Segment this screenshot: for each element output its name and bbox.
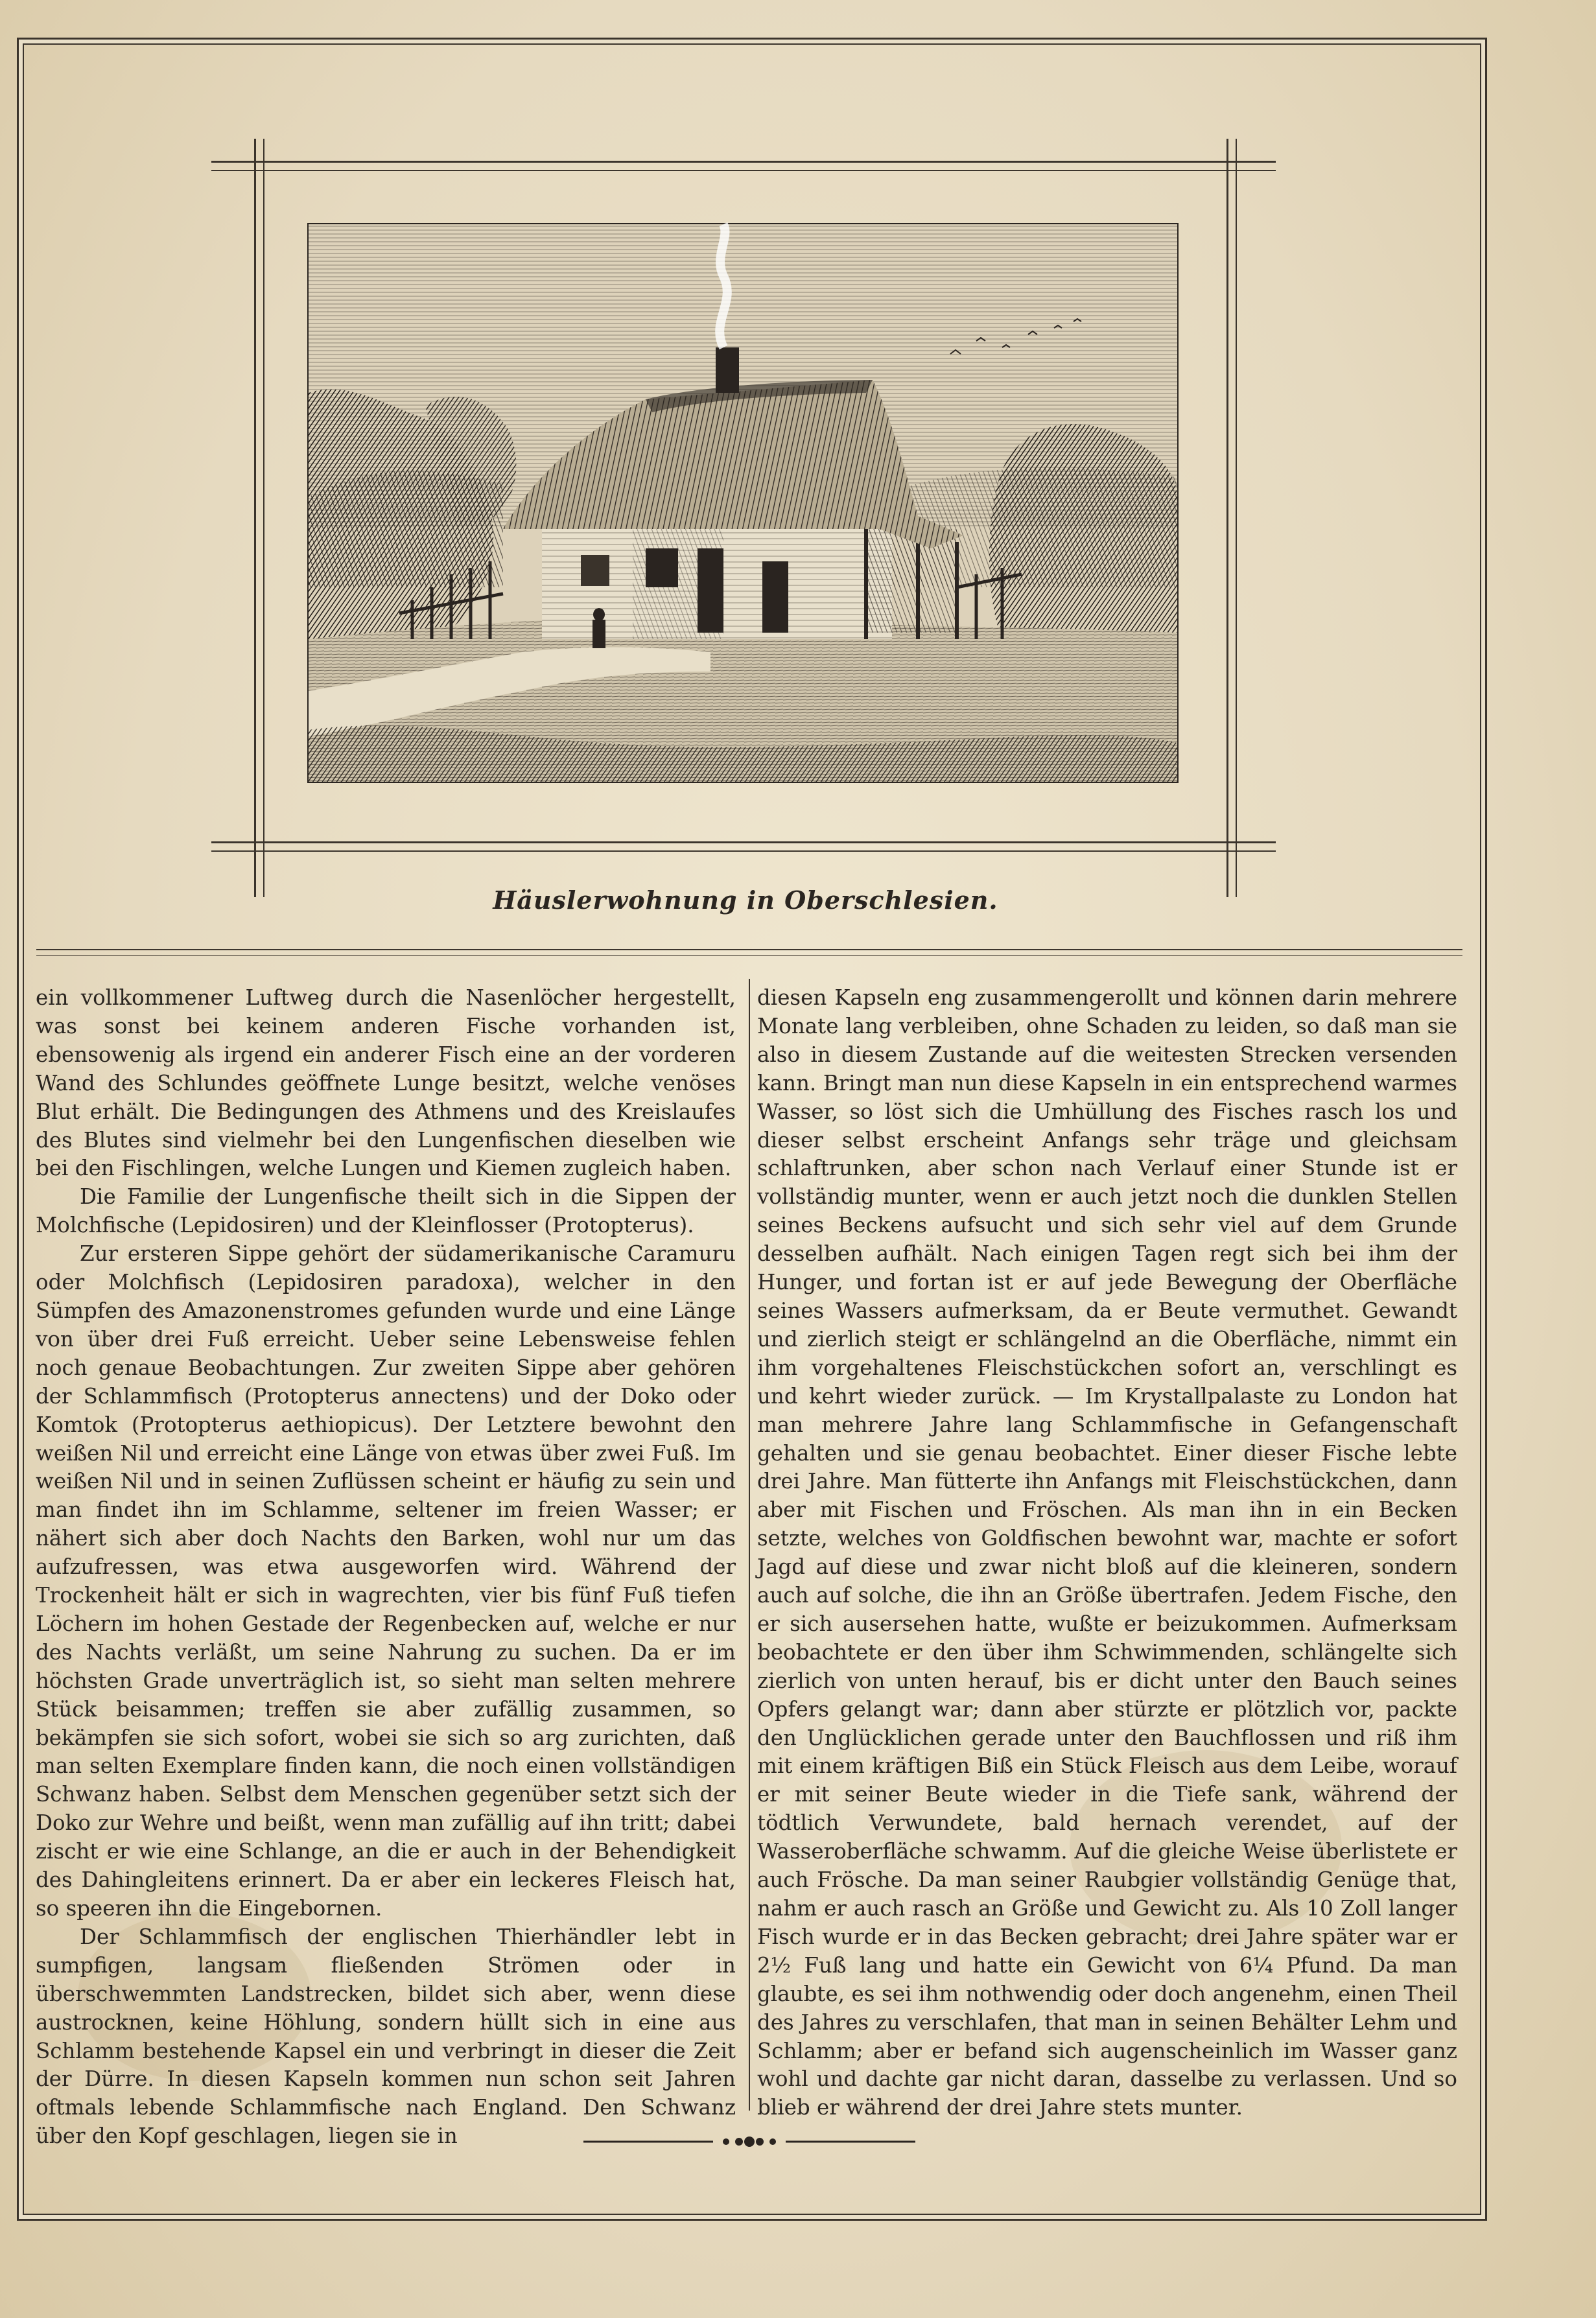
section-divider [36,949,1462,950]
illustration-frame-line [1226,139,1228,897]
illustration-frame-line [1236,139,1237,897]
illustration-frame-line [211,850,1276,852]
paragraph: Der Schlammfisch der englischen Thierhändler lebt in sumpfigen, langsam fließenden Strömen oder in überschwemmten Landstrecken, bildet sich aber, wenn diese austrocknen, keine Höhlung, sondern hüllt sich in eine aus Schlamm bestehende Kapsel ein und verbringt in dieser die Zeit der Dürre. In diesen Kapseln kommen nun schon seit Jahren oftmals lebende Schlammfische nach England. Den Schwanz über den Kopf geschlagen, liegen sie in [36,1924,736,2149]
paragraph: Zur ersteren Sippe gehört der südamerikanische Caramuru oder Molchfisch (Lepidosiren paradoxa), welcher in den Sümpfen des Amazonenstromes gefunden wurde und eine Länge von über drei Fuß erreicht. Ueber seine Lebensweise fehlen noch genaue Beobachtungen. Zur zweiten Sippe aber gehören der Schlammfisch (Protopterus annectens) und der Doko oder Komtok (Protopterus aethiopicus). Der Letztere bewohnt den weißen Nil und erreicht eine Länge von etwas über zwei Fuß. Im weißen Nil und in seinen Zuflüssen scheint er häufig zu sein und man findet ihn im Schlamme, seltener im freien Wasser; er nähert sich aber doch Nachts den Barken, wohl nur um das aufzufressen, was etwa ausgeworfen wird. Während der Trockenheit hält er sich in wagrechten, vier bis fünf Fuß tiefen Löchern im hohen Gestade der Regenbecken auf, welche er nur des Nachts verläßt, um seine Nahrung zu suchen. Da er im höchsten Grade unverträglich ist, so sieht man selten mehrere Stück beisammen; treffen sie aber zufällig zusammen, so bekämpfen sie sich sofort, wobei sie sich so arg zurichten, daß man selten Exemplare finden kann, die noch einen vollständigen Schwanz haben. Selbst dem Menschen gegenüber setzt sich der Doko zur Wehre und beißt, wenn man zufällig auf ihn tritt; dabei zischt er wie eine Schlange, an die er auch in der Behendigkeit des Dahingleitens erinnert. Da er aber ein leckeres Fleisch hat, so speeren ihn die Eingebornen. [36,1241,736,1921]
text-column-left [36,984,736,2149]
illustration-frame-line [211,170,1276,171]
illustration-frame-line [254,139,256,897]
cottage-illustration [307,223,1179,783]
paragraph: diesen Kapseln eng zusammengerollt und können darin mehrere Monate lang verbleiben, ohne Schaden zu leiden, so daß man sie also in diesem Zustande auf die weitesten Strecken versenden kann. Bringt man nun diese Kapseln in ein entsprechend warmes Wasser, so löst sich die Umhüllung des Fisches rasch los und dieser selbst erscheint Anfangs sehr träge und gleichsam schlaftrunken, aber schon nach Verlauf einer Stunde ist er vollständig munter, wenn er auch jetzt noch die dunklen Stellen seines Beckens aufsucht und sich sehr viel auf dem Grunde desselben aufhält. Nach einigen Tagen regt sich bei ihm der Hunger, und fortan ist er auf jede Bewegung der Oberfläche seines Wassers aufmerksam, da er Beute vermuthet. Gewandt und zierlich steigt er schlängelnd an die Oberfläche, nimmt ein ihm vorgehaltenes Fleischstückchen sofort an, verschlingt es und kehrt wieder zurück. — Im Krystallpalaste zu London hat man mehrere Jahre lang Schlammfische in Gefangenschaft gehalten und sie genau beobachtet. Einer dieser Fische lebte drei Jahre. Man fütterte ihn Anfangs mit Fleischstückchen, dann aber mit Fischen und Fröschen. Als man ihn in ein Becken setzte, welches von Goldfischen bewohnt war, machte er sofort Jagd auf diese und zwar nicht bloß auf die kleineren, sondern auch auf solche, die ihn an Größe übertrafen. Jedem Fische, den er sich ausersehen hatte, wußte er beizukommen. Aufmerksam beobachtete er den über ihm Schwimmenden, schlängelte sich zierlich von unten herauf, bis er dicht unter den Bauch seines Opfers gelangt war; dann aber stürzte er plötzlich vor, packte den Unglücklichen gerade unter den Bauchflossen und riß ihm mit einem kräftigen Biß ein Stück Fleisch aus dem Leibe, worauf er mit seiner Beute wieder in die Tiefe sank, während der tödtlich Verwundete, bald hernach verendet, auf der Wasseroberfläche schwamm. Auf die gleiche Weise überlistete er auch Frösche. Da man seiner Raubgier vollständig Genüge that, nahm er auch rasch an Größe und Gewicht zu. Als 10 Zoll langer Fisch wurde er in das Becken gebracht; drei Jahre später war er 2½ Fuß lang und hatte ein Gewicht von 6¼ Pfund. Da man glaubte, es sei ihm nothwendig oder doch angenehm, einen Theil des Jahres zu verschlafen, that man in seinen Behälter Lehm und Schlamm; aber er befand sich augenscheinlich im Wasser ganz wohl und dachte gar nicht daran, dasselbe zu verlassen. Und so blieb er während der drei Jahre stets munter. [757,985,1457,2120]
illustration-caption: Häuslerwohnung in Oberschlesien. [493,885,998,915]
end-ornament [583,2134,915,2149]
illustration-frame-line [211,161,1276,163]
column-divider [749,979,750,2111]
paragraph: ein vollkommener Luftweg durch die Nasenlöcher hergestellt, was sonst bei keinem anderen Fische vorhanden ist, ebensowenig als irgend ein anderer Fisch eine an der vorderen Wand des Schlundes geöffnete Lunge besitzt, welche venöses Blut erhält. Die Bedingungen des Athmens und des Kreislaufes des Blutes sind vielmehr bei den Lungenfischen dieselben wie bei den Fischlingen, welche Lungen und Kiemen zugleich haben. [36,985,736,1181]
illustration-frame-line [263,139,264,897]
illustration-frame-line [211,841,1276,843]
section-divider [36,955,1462,956]
paragraph: Die Familie der Lungenfische theilt sich in die Sippen der Molchfische (Lepidosiren) und der Kleinflosser (Protopterus). [36,1184,736,1238]
text-column-right [757,984,1457,2120]
